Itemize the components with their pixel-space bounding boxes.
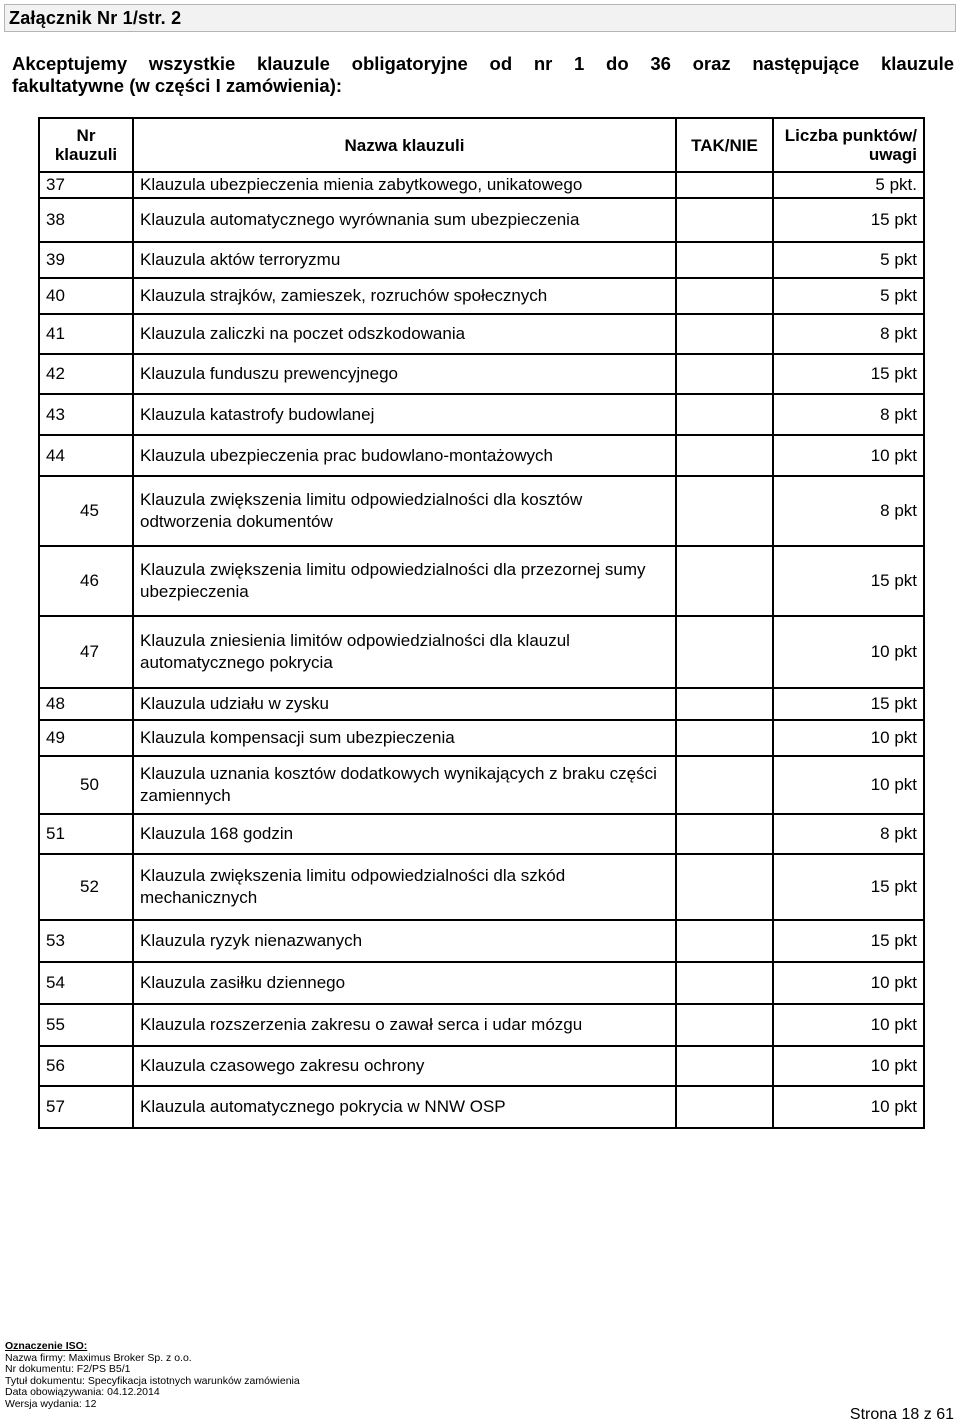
row-tak-nie[interactable] xyxy=(676,476,773,546)
intro-line-1: Akceptujemy wszystkie klauzule obligatoryjne od nr 1 do 36 oraz następujące klauzule xyxy=(12,53,954,74)
row-points: 15 pkt xyxy=(773,198,924,242)
header-tak-nie: TAK/NIE xyxy=(676,118,773,172)
row-tak-nie[interactable] xyxy=(676,814,773,854)
row-nr: 50 xyxy=(39,756,133,814)
table-row xyxy=(39,1004,924,1046)
row-name: Klauzula rozszerzenia zakresu o zawał serca i udar mózgu xyxy=(133,1004,676,1046)
row-nr: 52 xyxy=(39,854,133,920)
row-name: Klauzula funduszu prewencyjnego xyxy=(133,354,676,394)
row-name: Klauzula zniesienia limitów odpowiedzialności dla klauzul automatycznego pokrycia xyxy=(133,616,676,688)
table-row xyxy=(39,172,924,198)
row-nr: 39 xyxy=(39,242,133,278)
row-name: Klauzula aktów terroryzmu xyxy=(133,242,676,278)
table-row xyxy=(39,1086,924,1128)
row-points: 15 pkt xyxy=(773,854,924,920)
row-points: 10 pkt xyxy=(773,435,924,476)
row-name: Klauzula zwiększenia limitu odpowiedzialności dla przezornej sumy ubezpieczenia xyxy=(133,546,676,616)
row-nr: 54 xyxy=(39,962,133,1004)
row-tak-nie[interactable] xyxy=(676,756,773,814)
row-tak-nie[interactable] xyxy=(676,198,773,242)
row-name: Klauzula zwiększenia limitu odpowiedzialności dla kosztów odtworzenia dokumentów xyxy=(133,476,676,546)
row-tak-nie[interactable] xyxy=(676,854,773,920)
table-row xyxy=(39,616,924,688)
row-name: Klauzula uznania kosztów dodatkowych wynikających z braku części zamiennych xyxy=(133,756,676,814)
row-tak-nie[interactable] xyxy=(676,354,773,394)
table-row xyxy=(39,198,924,242)
row-nr: 49 xyxy=(39,720,133,756)
row-name: Klauzula ubezpieczenia prac budowlano-montażowych xyxy=(133,435,676,476)
footer-line: Nazwa firmy: Maximus Broker Sp. z o.o. xyxy=(5,1351,192,1364)
row-points: 10 pkt xyxy=(773,1086,924,1128)
intro-line-2: fakultatywne (w części I zamówienia): xyxy=(12,75,343,96)
row-points: 15 pkt xyxy=(773,688,924,720)
row-nr: 37 xyxy=(39,172,133,198)
table-row xyxy=(39,756,924,814)
footer-line: Tytuł dokumentu: Specyfikacja istotnych warunków zamówienia xyxy=(5,1374,300,1387)
table-row xyxy=(39,1046,924,1086)
row-points: 5 pkt xyxy=(773,242,924,278)
row-points: 8 pkt xyxy=(773,476,924,546)
header-points: Liczba punktów/ uwagi xyxy=(773,118,924,172)
row-tak-nie[interactable] xyxy=(676,394,773,435)
table-row xyxy=(39,394,924,435)
row-points: 8 pkt xyxy=(773,314,924,354)
row-tak-nie[interactable] xyxy=(676,1046,773,1086)
row-nr: 53 xyxy=(39,920,133,962)
header-nr: Nr klauzuli xyxy=(39,118,133,172)
row-name: Klauzula zwiększenia limitu odpowiedzialności dla szkód mechanicznych xyxy=(133,854,676,920)
table-row xyxy=(39,278,924,314)
row-points: 8 pkt xyxy=(773,814,924,854)
intro-paragraph xyxy=(12,53,954,97)
row-nr: 43 xyxy=(39,394,133,435)
iso-label: Oznaczenie ISO: xyxy=(5,1340,88,1352)
footer-line: Nr dokumentu: F2/PS B5/1 xyxy=(5,1363,131,1375)
table-row xyxy=(39,476,924,546)
row-nr: 45 xyxy=(39,476,133,546)
row-points: 10 pkt xyxy=(773,1046,924,1086)
row-name: Klauzula czasowego zakresu ochrony xyxy=(133,1046,676,1086)
row-tak-nie[interactable] xyxy=(676,688,773,720)
row-nr: 47 xyxy=(39,616,133,688)
row-points: 10 pkt xyxy=(773,962,924,1004)
row-nr: 46 xyxy=(39,546,133,616)
row-points: 15 pkt xyxy=(773,546,924,616)
row-name: Klauzula zasiłku dziennego xyxy=(133,962,676,1004)
row-tak-nie[interactable] xyxy=(676,720,773,756)
row-nr: 55 xyxy=(39,1004,133,1046)
row-nr: 42 xyxy=(39,354,133,394)
row-points: 10 pkt xyxy=(773,720,924,756)
row-points: 8 pkt xyxy=(773,394,924,435)
table-row xyxy=(39,814,924,854)
footer-iso-block xyxy=(5,1341,300,1410)
row-tak-nie[interactable] xyxy=(676,546,773,616)
header-name: Nazwa klauzuli xyxy=(133,118,676,172)
row-nr: 51 xyxy=(39,814,133,854)
row-tak-nie[interactable] xyxy=(676,435,773,476)
row-name: Klauzula katastrofy budowlanej xyxy=(133,394,676,435)
row-name: Klauzula ubezpieczenia mienia zabytkowego, unikatowego xyxy=(133,172,676,198)
row-tak-nie[interactable] xyxy=(676,278,773,314)
page-header xyxy=(4,4,956,32)
row-nr: 44 xyxy=(39,435,133,476)
row-name: Klauzula ryzyk nienazwanych xyxy=(133,920,676,962)
table-row xyxy=(39,962,924,1004)
row-points: 5 pkt. xyxy=(773,172,924,198)
attachment-title: Załącznik Nr 1/str. 2 xyxy=(9,8,182,28)
table-row xyxy=(39,435,924,476)
row-points: 10 pkt xyxy=(773,616,924,688)
row-nr: 41 xyxy=(39,314,133,354)
row-points: 15 pkt xyxy=(773,354,924,394)
table-row xyxy=(39,242,924,278)
row-nr: 48 xyxy=(39,688,133,720)
row-tak-nie[interactable] xyxy=(676,1086,773,1128)
row-tak-nie[interactable] xyxy=(676,616,773,688)
row-nr: 40 xyxy=(39,278,133,314)
table-row xyxy=(39,920,924,962)
row-nr: 38 xyxy=(39,198,133,242)
row-points: 15 pkt xyxy=(773,920,924,962)
row-name: Klauzula automatycznego wyrównania sum ubezpieczenia xyxy=(133,198,676,242)
row-name: Klauzula zaliczki na poczet odszkodowania xyxy=(133,314,676,354)
row-name: Klauzula strajków, zamieszek, rozruchów społecznych xyxy=(133,278,676,314)
row-points: 5 pkt xyxy=(773,278,924,314)
row-tak-nie[interactable] xyxy=(676,962,773,1004)
row-name: Klauzula kompensacji sum ubezpieczenia xyxy=(133,720,676,756)
table-row xyxy=(39,854,924,920)
row-points: 10 pkt xyxy=(773,756,924,814)
row-tak-nie[interactable] xyxy=(676,242,773,278)
row-name: Klauzula automatycznego pokrycia w NNW OSP xyxy=(133,1086,676,1128)
row-points: 10 pkt xyxy=(773,1004,924,1046)
page-number: Strona 18 z 61 xyxy=(849,1406,954,1423)
row-tak-nie[interactable] xyxy=(676,172,773,198)
footer-line: Data obowiązywania: 04.12.2014 xyxy=(5,1386,160,1398)
footer-line: Wersja wydania: 12 xyxy=(5,1397,97,1410)
clauses-table xyxy=(38,117,925,1129)
table-row xyxy=(39,546,924,616)
table-row xyxy=(39,688,924,720)
row-name: Klauzula udziału w zysku xyxy=(133,688,676,720)
table-row xyxy=(39,720,924,756)
row-nr: 56 xyxy=(39,1046,133,1086)
table-header-row xyxy=(39,118,924,172)
row-tak-nie[interactable] xyxy=(676,920,773,962)
table-row xyxy=(39,314,924,354)
row-nr: 57 xyxy=(39,1086,133,1128)
row-name: Klauzula 168 godzin xyxy=(133,814,676,854)
row-tak-nie[interactable] xyxy=(676,1004,773,1046)
row-tak-nie[interactable] xyxy=(676,314,773,354)
table-row xyxy=(39,354,924,394)
